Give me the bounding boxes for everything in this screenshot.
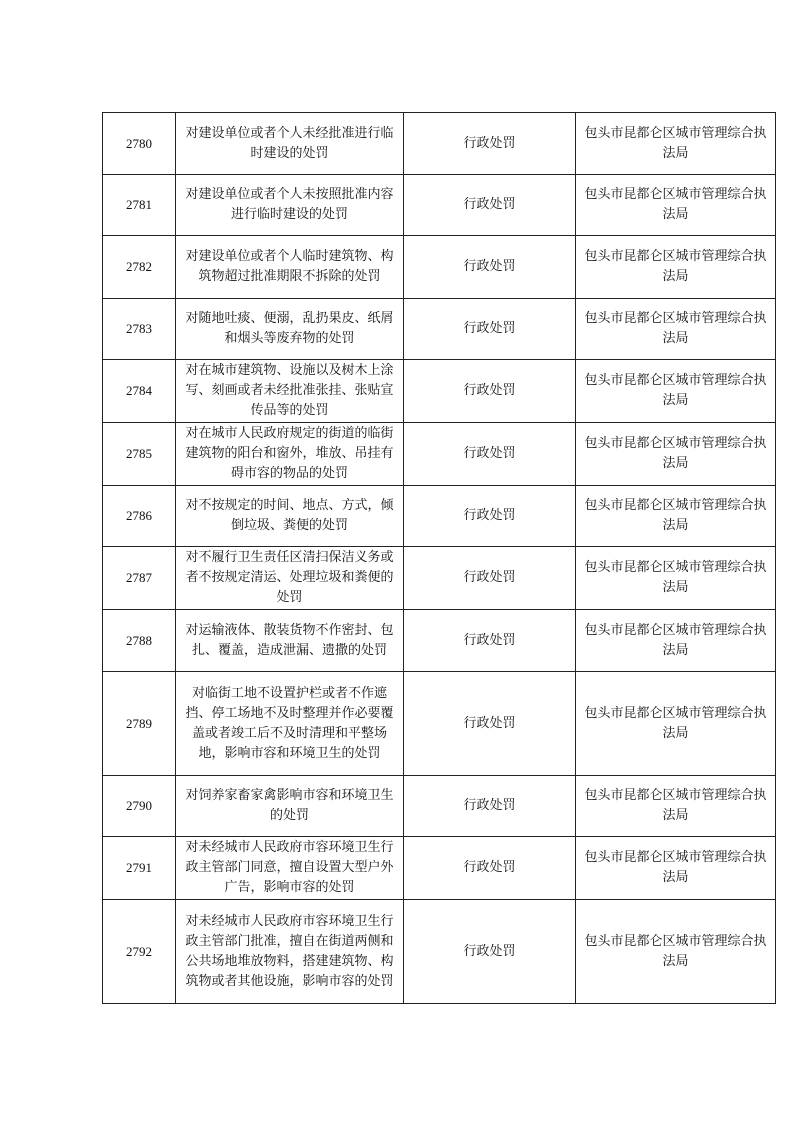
department: 包头市昆都仑区城市管理综合执法局 — [576, 837, 776, 900]
table-row — [103, 610, 776, 672]
item-type: 行政处罚 — [404, 547, 576, 610]
item-name: 对运输液体、散装货物不作密封、包扎、覆盖，造成泄漏、遗撒的处罚 — [176, 610, 404, 672]
department: 包头市昆都仑区城市管理综合执法局 — [576, 672, 776, 776]
item-type: 行政处罚 — [404, 299, 576, 360]
department: 包头市昆都仑区城市管理综合执法局 — [576, 299, 776, 360]
department: 包头市昆都仑区城市管理综合执法局 — [576, 360, 776, 423]
department: 包头市昆都仑区城市管理综合执法局 — [576, 175, 776, 236]
item-type: 行政处罚 — [404, 672, 576, 776]
item-name: 对不按规定的时间、地点、方式，倾倒垃圾、粪便的处罚 — [176, 486, 404, 547]
department: 包头市昆都仑区城市管理综合执法局 — [576, 236, 776, 299]
table-row — [103, 423, 776, 486]
item-name: 对建设单位或者个人临时建筑物、构筑物超过批准期限不拆除的处罚 — [176, 236, 404, 299]
table-body — [103, 113, 776, 1004]
row-number: 2786 — [103, 486, 176, 547]
item-name: 对不履行卫生责任区清扫保洁义务或者不按规定清运、处理垃圾和粪便的处罚 — [176, 547, 404, 610]
table-row — [103, 547, 776, 610]
row-number: 2781 — [103, 175, 176, 236]
item-type: 行政处罚 — [404, 610, 576, 672]
row-number: 2788 — [103, 610, 176, 672]
table-row — [103, 672, 776, 776]
item-type: 行政处罚 — [404, 837, 576, 900]
table-row — [103, 776, 776, 837]
row-number: 2784 — [103, 360, 176, 423]
table-row — [103, 486, 776, 547]
row-number: 2789 — [103, 672, 176, 776]
table-row — [103, 360, 776, 423]
row-number: 2787 — [103, 547, 176, 610]
item-name: 对未经城市人民政府市容环境卫生行政主管部门批准，擅自在街道两侧和公共场地堆放物料，搭建建筑物、构筑物或者其他设施，影响市容的处罚 — [176, 900, 404, 1004]
table-row — [103, 113, 776, 175]
table-row — [103, 837, 776, 900]
department: 包头市昆都仑区城市管理综合执法局 — [576, 900, 776, 1004]
department: 包头市昆都仑区城市管理综合执法局 — [576, 610, 776, 672]
table-row — [103, 900, 776, 1004]
item-type: 行政处罚 — [404, 175, 576, 236]
item-type: 行政处罚 — [404, 113, 576, 175]
row-number: 2782 — [103, 236, 176, 299]
row-number: 2792 — [103, 900, 176, 1004]
row-number: 2791 — [103, 837, 176, 900]
row-number: 2780 — [103, 113, 176, 175]
item-name: 对临街工地不设置护栏或者不作遮挡、停工场地不及时整理并作必要覆盖或者竣工后不及时清理和平整场地，影响市容和环境卫生的处罚 — [176, 672, 404, 776]
item-name: 对未经城市人民政府市容环境卫生行政主管部门同意，擅自设置大型户外广告，影响市容的处罚 — [176, 837, 404, 900]
item-type: 行政处罚 — [404, 360, 576, 423]
table-row — [103, 236, 776, 299]
item-name: 对随地吐痰、便溺，乱扔果皮、纸屑和烟头等废弃物的处罚 — [176, 299, 404, 360]
row-number: 2790 — [103, 776, 176, 837]
item-type: 行政处罚 — [404, 486, 576, 547]
row-number: 2785 — [103, 423, 176, 486]
department: 包头市昆都仑区城市管理综合执法局 — [576, 776, 776, 837]
department: 包头市昆都仑区城市管理综合执法局 — [576, 423, 776, 486]
department: 包头市昆都仑区城市管理综合执法局 — [576, 547, 776, 610]
row-number: 2783 — [103, 299, 176, 360]
item-type: 行政处罚 — [404, 776, 576, 837]
item-type: 行政处罚 — [404, 423, 576, 486]
item-type: 行政处罚 — [404, 900, 576, 1004]
item-name: 对建设单位或者个人未经批准进行临时建设的处罚 — [176, 113, 404, 175]
department: 包头市昆都仑区城市管理综合执法局 — [576, 486, 776, 547]
item-type: 行政处罚 — [404, 236, 576, 299]
department: 包头市昆都仑区城市管理综合执法局 — [576, 113, 776, 175]
item-name: 对饲养家畜家禽影响市容和环境卫生的处罚 — [176, 776, 404, 837]
penalty-items-table — [102, 112, 776, 1004]
item-name: 对建设单位或者个人未按照批准内容进行临时建设的处罚 — [176, 175, 404, 236]
table-row — [103, 175, 776, 236]
item-name: 对在城市建筑物、设施以及树木上涂写、刻画或者未经批准张挂、张贴宣传品等的处罚 — [176, 360, 404, 423]
table-row — [103, 299, 776, 360]
item-name: 对在城市人民政府规定的街道的临街建筑物的阳台和窗外，堆放、吊挂有碍市容的物品的处罚 — [176, 423, 404, 486]
